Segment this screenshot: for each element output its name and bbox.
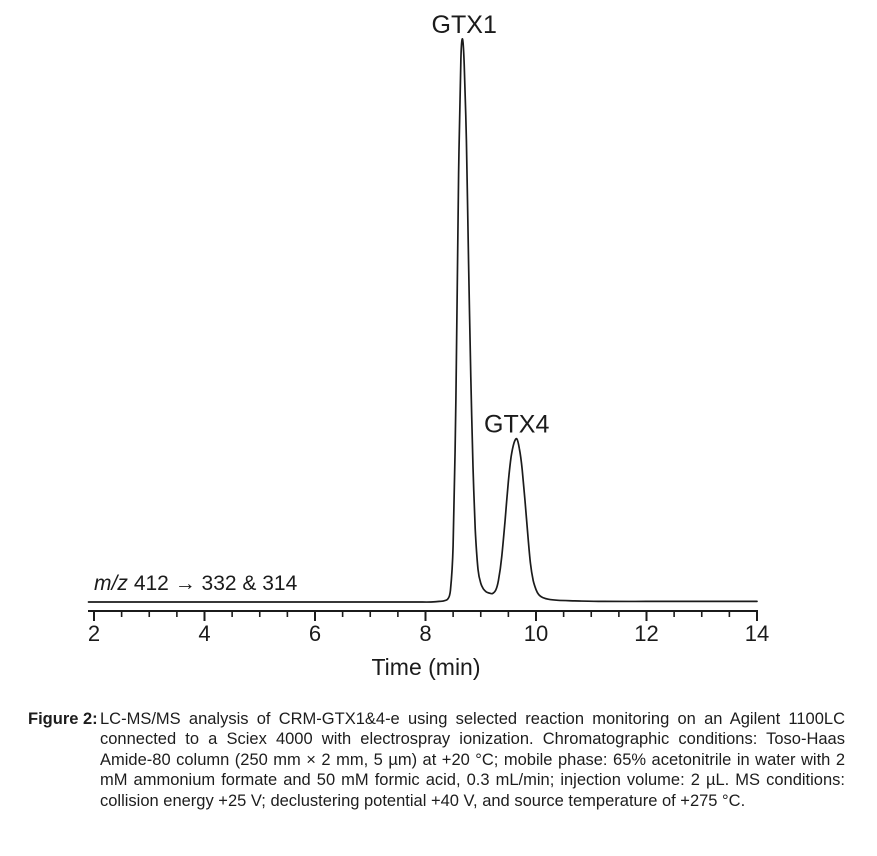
x-tick-label: 12 xyxy=(634,621,659,646)
figure-caption xyxy=(28,709,845,811)
figure-caption-text: LC-MS/MS analysis of CRM-GTX1&4-e using selected reaction monitoring on an Agilent 1100LC connected to a Sciex 4000 with electrospray ionization. Chromatographic conditions: Toso-Haas Amide-80 column (250 mm × 2 mm, 5 µm) at +20 °C; mobile phase: 65% acetonitrile in water with 2 mM ammonium formate and 50 mM formic acid, 0.3 mL/min; injection volume: 2 µL. MS conditions: collision energy +25 V; declustering potential +40 V, and source temperature of +275 °C. xyxy=(100,710,845,810)
x-tick-label: 2 xyxy=(87,621,101,646)
x-tick-label: 4 xyxy=(198,621,211,646)
x-axis-ticks xyxy=(94,611,757,621)
x-tick-label: 8 xyxy=(419,621,432,646)
x-axis-title: Time (min) xyxy=(371,654,481,680)
peak-label-gtx4: GTX4 xyxy=(484,410,550,439)
x-tick-label: 6 xyxy=(308,621,322,646)
chromatogram-trace xyxy=(89,39,758,602)
x-tick-label: 10 xyxy=(523,621,549,646)
x-axis-tick-labels xyxy=(88,621,769,646)
mz-annotation xyxy=(94,572,298,595)
x-tick-label: 14 xyxy=(744,621,770,646)
peak-label-gtx1: GTX1 xyxy=(431,11,497,39)
mz-annotation-rest: 412 → 332 & 314 xyxy=(133,572,298,595)
figure-caption-label: Figure 2: xyxy=(28,710,98,728)
x-axis xyxy=(88,611,769,646)
mz-annotation-italic: m/z xyxy=(94,572,128,595)
